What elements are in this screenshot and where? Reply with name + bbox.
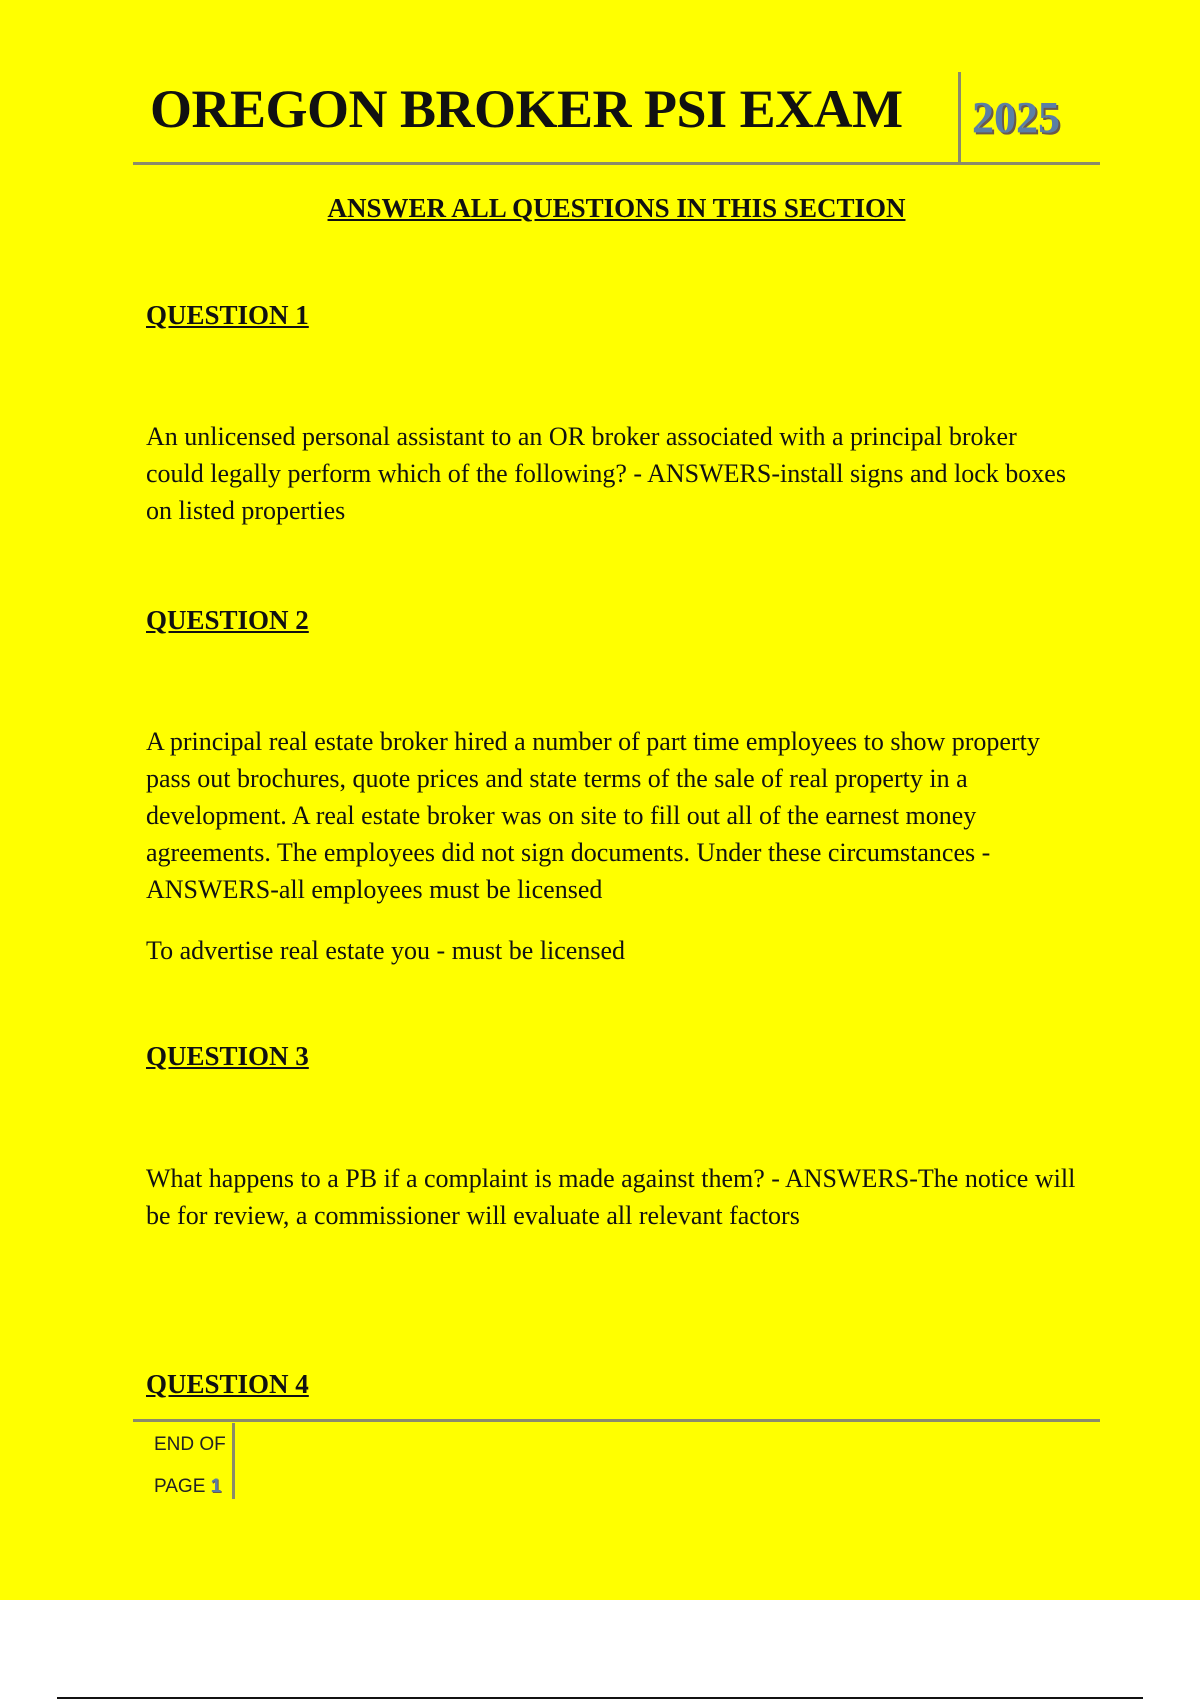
question-1-label: QUESTION 1 [146, 300, 309, 330]
question-4-label: QUESTION 4 [146, 1369, 309, 1399]
question-2-label: QUESTION 2 [146, 605, 309, 635]
title-divider [958, 72, 961, 162]
page-footer [154, 1424, 226, 1508]
question-2-note: To advertise real estate you - must be licensed [146, 936, 626, 965]
footer-page-number: 1 [210, 1476, 222, 1497]
footer-divider [232, 1423, 235, 1499]
title-rule [133, 162, 1100, 165]
section-heading: ANSWER ALL QUESTIONS IN THIS SECTION [327, 193, 906, 223]
page-bottom-rule [57, 1697, 1143, 1699]
footer-page-label: PAGE [154, 1476, 206, 1497]
question-3-text: What happens to a PB if a complaint is made against them? - ANSWERS-The notice will be for review, a commissioner will evaluate all relevant factors [146, 1164, 1076, 1230]
question-2-text: A principal real estate broker hired a number of part time employees to show property pass out brochures, quote prices and state terms of the sale of real property in a development. A real estate broker was on site to fill out all of the earnest money agreements. The employees did not sign documents. Under these circumstances - ANSWERS-all employees must be licensed [146, 727, 1040, 904]
document-title: OREGON BROKER PSI EXAM [150, 79, 903, 139]
footer-rule [133, 1419, 1100, 1422]
footer-line-1: END OF [154, 1434, 226, 1455]
question-3-label: QUESTION 3 [146, 1041, 309, 1071]
footer-line-2 [154, 1466, 226, 1508]
question-1-text: An unlicensed personal assistant to an OR broker associated with a principal broker could legally perform which of the following? - ANSWERS-install signs and lock boxes on listed properties [146, 422, 1066, 525]
document-year: 2025 [972, 93, 1060, 142]
